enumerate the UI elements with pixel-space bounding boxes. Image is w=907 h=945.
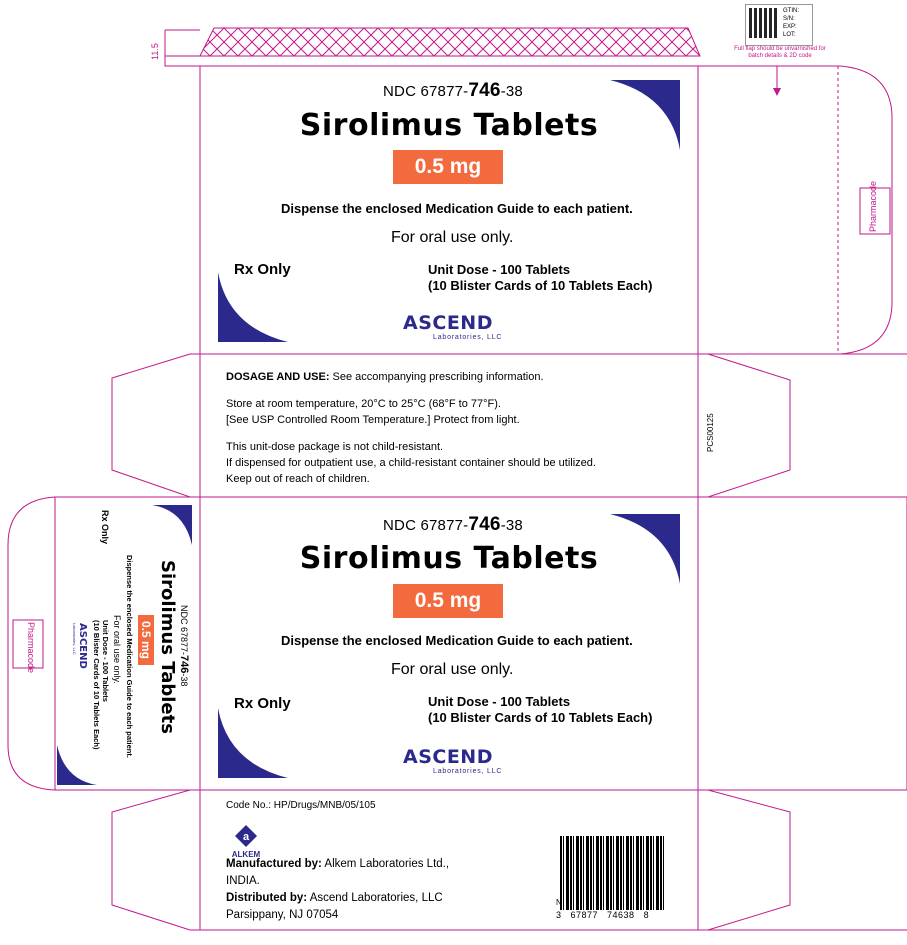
qr-fields: GTIN: S/N: EXP: LOT: xyxy=(783,8,799,38)
barcode-digits: 3 67877 74638 8 xyxy=(556,910,650,920)
side-logo: ASCEND Laboratories, LLC xyxy=(72,623,88,669)
strength-badge-2: 0.5 mg xyxy=(393,584,503,618)
side-strength: 0.5 mg xyxy=(138,615,154,665)
pharmacode-label-left: Pharmacode xyxy=(26,622,36,674)
unit-dose-text-2: Unit Dose - 100 Tablets (10 Blister Cards of 10 Tablets Each) xyxy=(428,694,653,725)
rx-only: Rx Only xyxy=(234,261,291,278)
side-code: PCS00125 xyxy=(706,413,715,452)
alkem-logo: a ALKEM xyxy=(226,824,266,859)
ndc-number-2: NDC 67877-746-38 xyxy=(383,514,523,535)
pharmacode-label-right: Pharmacode xyxy=(868,180,878,232)
side-oral: For oral use only. xyxy=(112,615,122,684)
child-line-3: Keep out of reach of children. xyxy=(226,473,370,485)
barcode-n: N xyxy=(556,898,562,907)
side-title: Sirolimus Tablets xyxy=(157,560,178,734)
unvarnished-note: Full flap should be unvarnished for batch details & 2D code xyxy=(734,46,826,59)
barcode-bars xyxy=(560,836,666,910)
code-number: Code No.: HP/Drugs/MNB/05/105 xyxy=(226,800,376,811)
strength-badge: 0.5 mg xyxy=(393,150,503,184)
side-ndc: NDC 67877-746-38 xyxy=(178,605,190,687)
svg-text:a: a xyxy=(242,831,250,843)
storage-line-1: Store at room temperature, 20°C to 25°C (68°F to 77°F). xyxy=(226,398,501,410)
medication-guide-text-2: Dispense the enclosed Medication Guide to each patient. xyxy=(281,633,633,648)
side-swoosh-1 xyxy=(152,505,192,545)
ascend-logo: ASCEND Laboratories, LLC xyxy=(403,312,503,341)
product-title: Sirolimus Tablets xyxy=(299,108,599,143)
side-panel-rotated xyxy=(57,505,192,785)
side-guide: Dispense the enclosed Medication Guide to each patient. xyxy=(125,555,134,758)
ndc-number: NDC 67877-746-38 xyxy=(383,80,523,101)
side-swoosh-2 xyxy=(57,745,97,785)
corner-swoosh-bottom xyxy=(218,272,288,342)
side-unit: Unit Dose - 100 Tablets (10 Blister Cards of 10 Tablets Each) xyxy=(92,620,110,750)
unit-dose-text: Unit Dose - 100 Tablets (10 Blister Cards of 10 Tablets Each) xyxy=(428,262,653,293)
oral-use-text-2: For oral use only. xyxy=(391,661,514,678)
dosage-and-use: DOSAGE AND USE: See accompanying prescribing information. xyxy=(226,371,544,383)
margin-marker: 11.5 xyxy=(150,43,160,60)
side-rx: Rx Only xyxy=(100,510,110,545)
child-line-2: If dispensed for outpatient use, a child-resistant container should be utilized. xyxy=(226,457,596,469)
qr-code-block xyxy=(745,4,813,46)
child-line-1: This unit-dose package is not child-resistant. xyxy=(226,441,444,453)
alkem-logo-icon xyxy=(234,824,258,848)
oral-use-text: For oral use only. xyxy=(391,229,514,246)
qr-code-icon xyxy=(749,8,779,38)
manufacturer-info: Manufactured by: Alkem Laboratories Ltd., INDIA. Distributed by: Ascend Laboratories, LLC Parsippany, NJ 07054 xyxy=(226,858,450,921)
rx-only-2: Rx Only xyxy=(234,695,291,712)
medication-guide-text: Dispense the enclosed Medication Guide to each patient. xyxy=(281,201,633,216)
corner-swoosh-bottom-2 xyxy=(218,708,288,778)
product-title-2: Sirolimus Tablets xyxy=(299,541,599,576)
ascend-logo-2: ASCEND Laboratories, LLC xyxy=(403,746,503,775)
storage-line-2: [See USP Controlled Room Temperature.] Protect from light. xyxy=(226,414,520,426)
barcode xyxy=(556,836,668,920)
